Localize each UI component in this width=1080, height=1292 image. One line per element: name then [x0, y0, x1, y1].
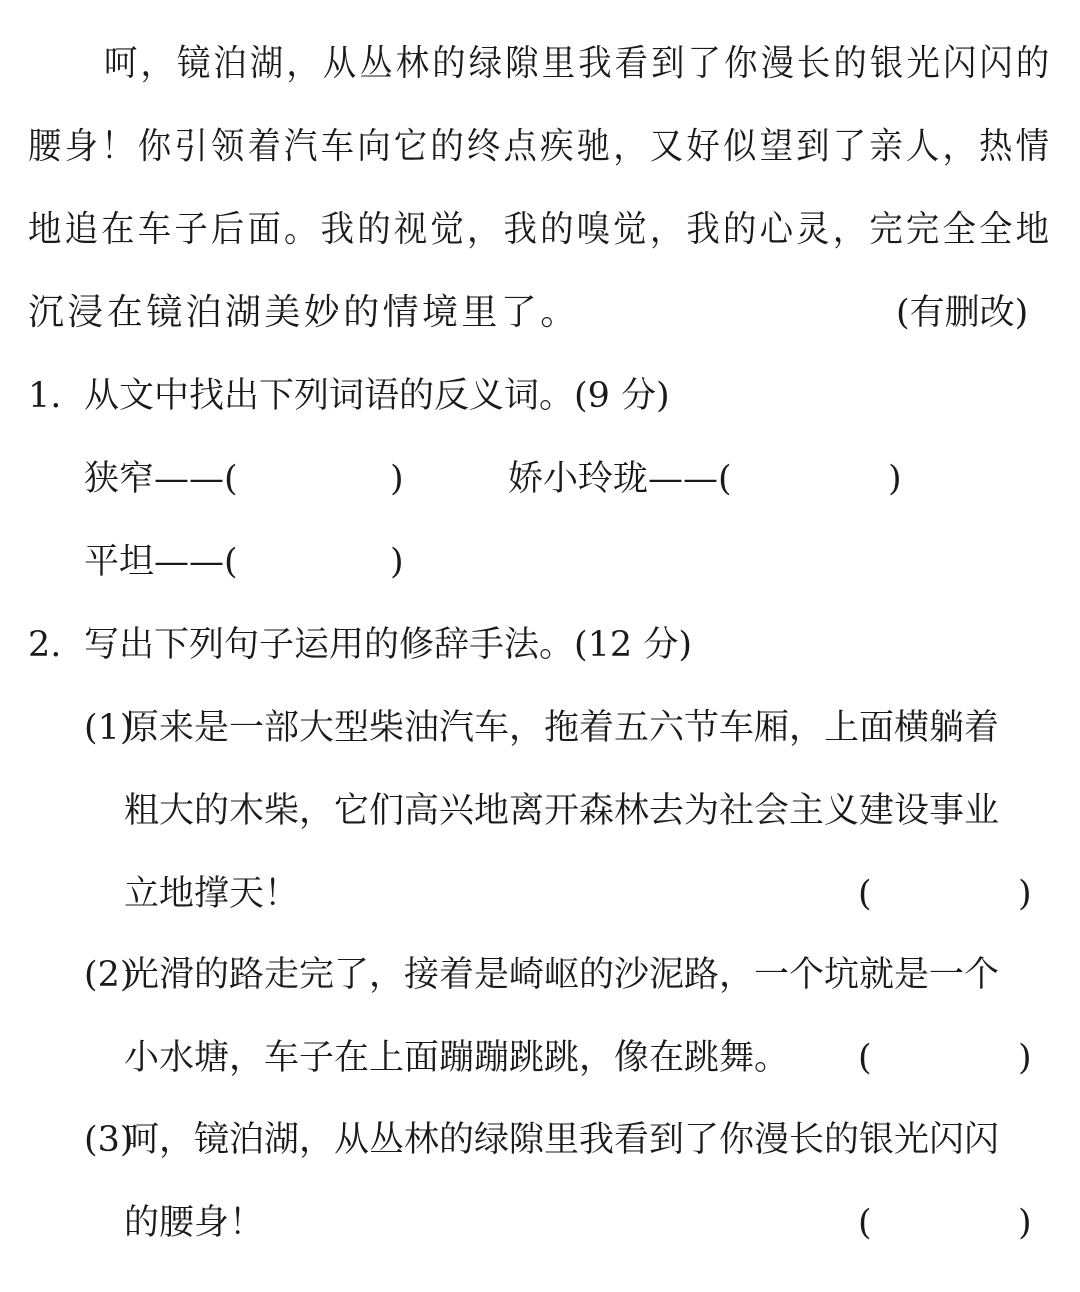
sentence-1-line-1: 原来是一部大型柴油汽车，拖着五六节车厢，上面横躺着 — [124, 708, 1000, 748]
sentence-3-line-1: 呵，镜泊湖，从丛林的绿隙里我看到了你漫长的银光闪闪 — [124, 1120, 1000, 1160]
answer-blank-3-close[interactable]: ) — [1018, 1203, 1032, 1243]
sentence-3-label: (3) — [84, 1120, 134, 1160]
antonym-item-narrow: 狭窄——( — [84, 459, 238, 499]
passage-line-1: 呵，镜泊湖，从丛林的绿隙里我看到了你漫长的银光闪闪的 — [104, 43, 1053, 84]
antonym-item-flat: 平坦——( — [84, 542, 238, 582]
answer-blank-2-open[interactable]: ( — [858, 1038, 872, 1078]
question-2-number: 2. — [28, 625, 62, 665]
passage-line-2: 腰身！你引领着汽车向它的终点疾驰，又好似望到了亲人，热情 — [28, 126, 1053, 167]
question-1-prompt: 从文中找出下列词语的反义词。(9 分) — [84, 376, 670, 416]
source-note: (有删改) — [896, 293, 1029, 333]
sentence-1-label: (1) — [84, 708, 134, 748]
answer-blank-3-open[interactable]: ( — [858, 1203, 872, 1243]
antonym-blank-close[interactable]: ) — [888, 459, 902, 499]
antonym-blank-close[interactable]: ) — [390, 459, 404, 499]
antonym-blank-close[interactable]: ) — [390, 542, 404, 582]
question-1-number: 1. — [28, 376, 62, 416]
passage-line-4: 沉浸在镜泊湖美妙的情境里了。 — [28, 292, 580, 333]
sentence-3-line-2: 的腰身！ — [124, 1203, 265, 1243]
sentence-2-line-2: 小水塘，车子在上面蹦蹦跳跳，像在跳舞。 — [124, 1038, 790, 1078]
sentence-1-line-2: 粗大的木柴，它们高兴地离开森林去为社会主义建设事业 — [124, 791, 1000, 831]
answer-blank-1-open[interactable]: ( — [858, 874, 872, 914]
question-2-prompt: 写出下列句子运用的修辞手法。(12 分) — [84, 625, 692, 665]
antonym-item-petite: 娇小玲珑——( — [508, 459, 732, 499]
sentence-2-label: (2) — [84, 955, 134, 995]
passage-line-3: 地追在车子后面。我的视觉，我的嗅觉，我的心灵，完完全全地 — [28, 209, 1053, 250]
sentence-1-line-3: 立地撑天！ — [124, 874, 300, 914]
sentence-2-line-1: 光滑的路走完了，接着是崎岖的沙泥路，一个坑就是一个 — [124, 955, 1000, 995]
answer-blank-2-close[interactable]: ) — [1018, 1038, 1032, 1078]
answer-blank-1-close[interactable]: ) — [1018, 874, 1032, 914]
